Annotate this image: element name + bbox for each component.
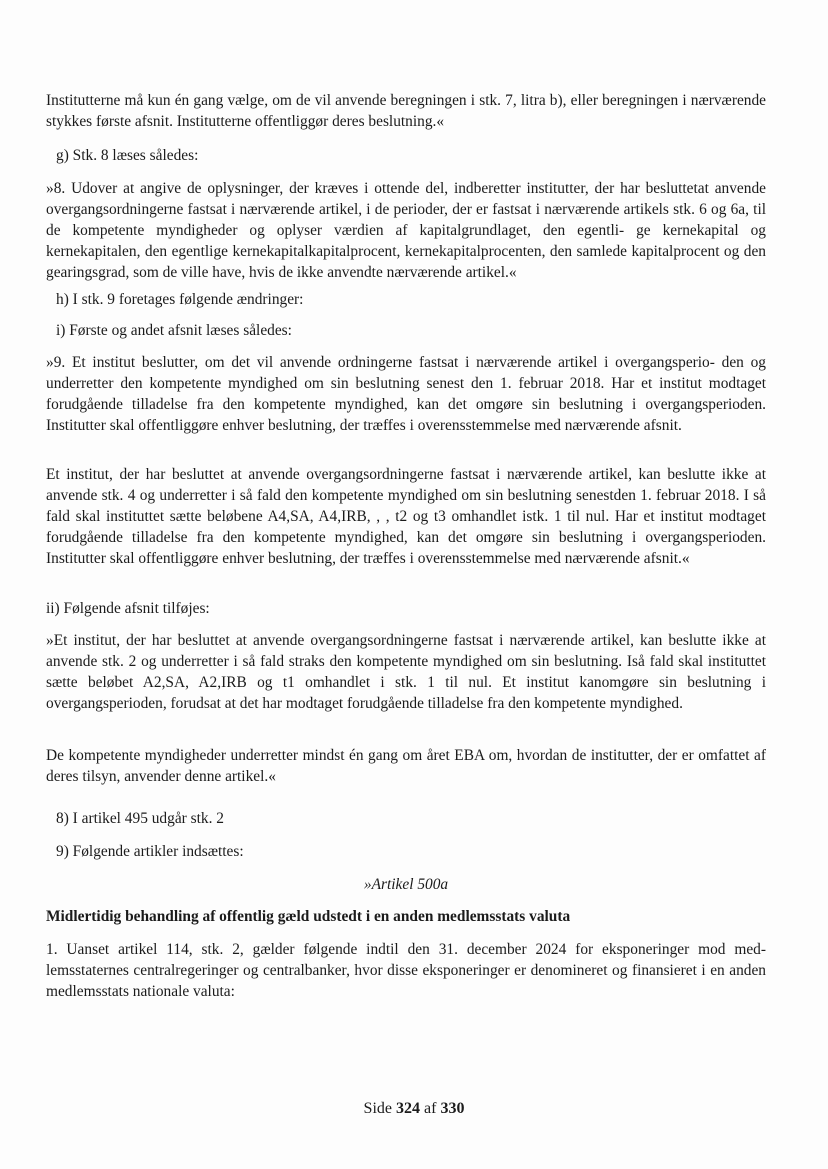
paragraph-item-9: 9) Følgende artikler indsættes:	[56, 843, 244, 860]
paragraph-i: i) Første og andet afsnit læses således:	[56, 322, 292, 339]
footer-middle: af	[424, 1100, 437, 1117]
footer-total-pages: 330	[440, 1100, 465, 1117]
paragraph-ii: ii) Følgende afsnit tilføjes:	[46, 600, 210, 617]
paragraph-stk8: »8. Udover at angive de oplysninger, der kræves i ottende del, indberetter institutter, der har besluttetat anvende overgangsordningerne fastsat i nærværende artikel, i de perioder, der er fastsat i nærværende artikels stk. 6 og 6a, til de kompetente myndigheder og oplyser værdien af kapitalgrundlaget, den egentli- ge kernekapital og kernekapitalen, den egentlige kernekapitalkapitalprocent, kernekapitalprocenten, den samlede kapitalprocent og den gearingsgrad, som de ville have, hvis de ikke anvendte nærværende artikel.«	[46, 180, 766, 281]
footer-prefix: Side	[363, 1100, 392, 1117]
paragraph-new-section: »Et institut, der har besluttet at anvende overgangsordningerne fastsat i nærværende artikel, kan beslutte ikke at anvende stk. 2 og underretter i så fald straks den kompetente myndighed om sin beslutning. Iså fald skal instituttet sætte beløbet A2,SA, A2,IRB og t1 omhandlet i stk. 1 til nul. Et institut kanomgøre sin beslutning i overgangsperioden, forudsat at det har modtaget forudgående tilladelse fra den kompetente myndighed.	[46, 632, 766, 712]
page-footer	[0, 1100, 828, 1118]
paragraph-intro: Institutterne må kun én gang vælge, om de vil anvende beregningen i stk. 7, litra b), eller beregningen i nærværende stykkes første afsnit. Institutterne offentliggør deres beslutning.«	[46, 92, 766, 130]
paragraph-eba: De kompetente myndigheder underretter mindst én gang om året EBA om, hvordan de institutter, der er omfattet af deres tilsyn, anvender denne artikel.«	[46, 747, 766, 785]
paragraph-g: g) Stk. 8 læses således:	[56, 147, 199, 164]
footer-current-page: 324	[396, 1100, 420, 1117]
section-heading: Midlertidig behandling af offentlig gæld udstedt i en anden medlemsstats valuta	[46, 908, 571, 925]
paragraph-article-1: 1. Uanset artikel 114, stk. 2, gælder følgende indtil den 31. december 2024 for eksponeringer mod med- lemsstaternes centralregeringer og centralbanker, hvor disse eksponeringer er denomineret og finansieret i en anden medlemsstats nationale valuta:	[46, 941, 766, 1000]
paragraph-stk9-second: Et institut, der har besluttet at anvende overgangsordningerne fastsat i nærværende artikel, kan beslutte ikke at anvende stk. 4 og underretter i så fald den kompetente myndighed om sin beslutning senestden 1. februar 2018. I så fald skal instituttet sætte beløbene A4,SA, A4,IRB, , , t2 og t3 omhandlet istk. 1 til nul. Har et institut modtaget forudgående tilladelse fra den kompetente myndighed, kan det omgøre sin beslutning i overgangsperioden. Institutter skal offentliggøre enhver beslutning, der træffes i overensstemmelse med nærværende afsnit.«	[46, 466, 766, 567]
paragraph-item-8: 8) I artikel 495 udgår stk. 2	[56, 810, 224, 827]
article-title: »Artikel 500a	[363, 876, 449, 893]
paragraph-h: h) I stk. 9 foretages følgende ændringer:	[56, 291, 304, 308]
paragraph-stk9: »9. Et institut beslutter, om det vil anvende ordningerne fastsat i nærværende artikel i overgangsperio- den og underretter den kompetente myndighed om sin beslutning senest den 1. februar 2018. Har et institut modtaget forudgående tilladelse fra den kompetente myndighed, kan det omgøre sin beslutning i overgangsperioden. Institutter skal offentliggøre enhver beslutning, der træffes i overensstemmelse med nærværende afsnit.	[46, 354, 766, 434]
